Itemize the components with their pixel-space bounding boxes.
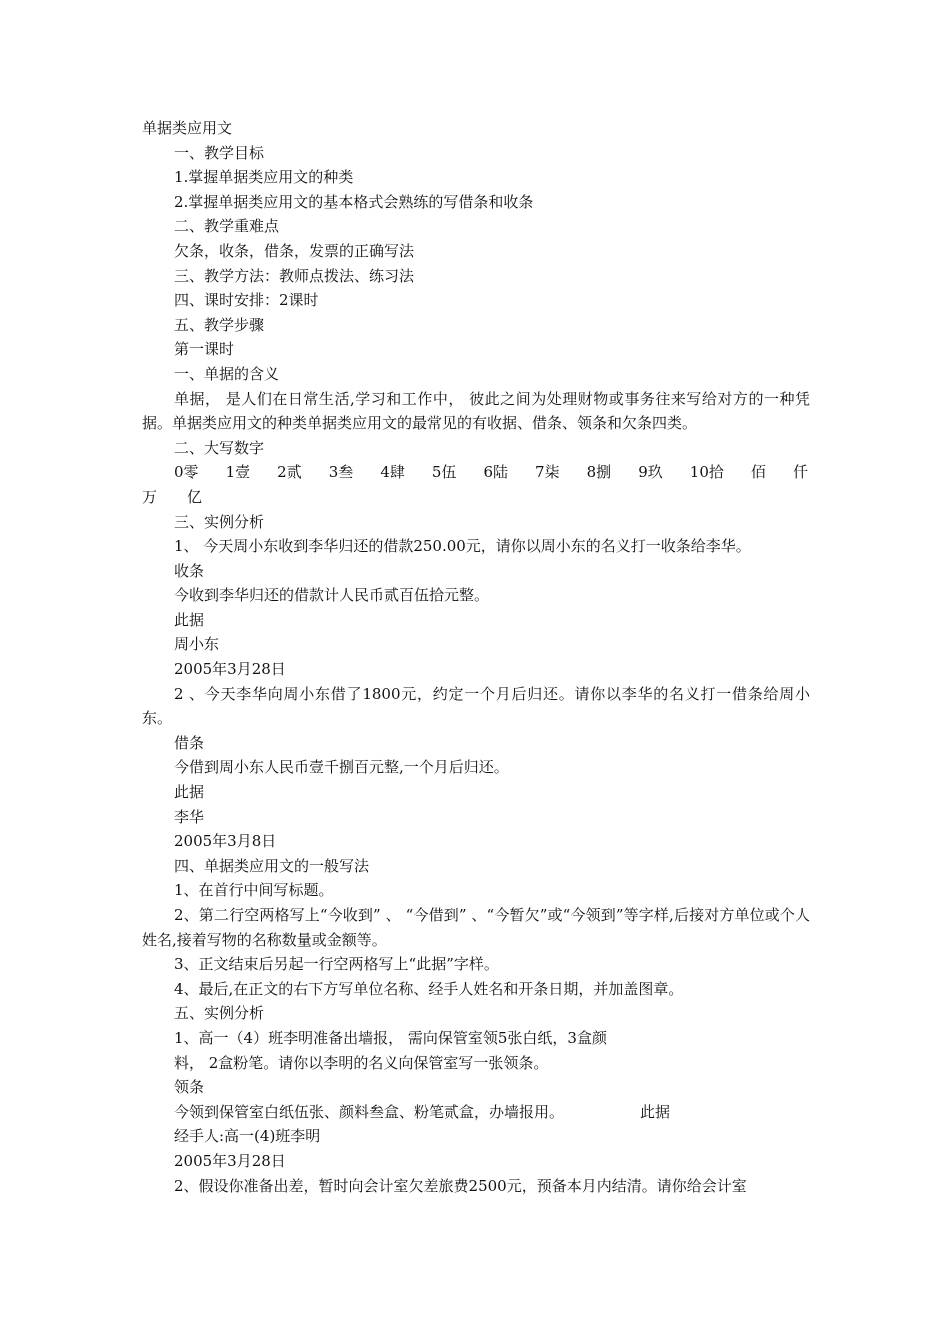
list-item: 3、正文结束后另起一行空两格写上“此据”字样。	[174, 955, 499, 974]
receipt-closing: 此据	[174, 783, 205, 802]
receipt-body-row	[142, 1100, 810, 1125]
receipt-title: 收条	[174, 561, 205, 580]
numeral-item: 9玖	[638, 463, 663, 482]
exercise-question: 2、假设你准备出差，暂时向会计室欠差旅费2500元，预备本月内结清。请你给会计室	[174, 1176, 747, 1195]
numeral-item: 亿	[187, 487, 203, 506]
receipt-signer: 周小东	[174, 635, 220, 654]
section-heading: 三、教学方法：教师点拨法、练习法	[174, 266, 415, 285]
document-page	[142, 116, 810, 1198]
section-heading: 五、教学步骤	[174, 315, 265, 334]
receipt-date: 2005年3月28日	[174, 1151, 286, 1170]
list-item: 1、在首行中间写标题。	[174, 881, 334, 900]
list-item: 2.掌握单据类应用文的基本格式会熟练的写借条和收条	[174, 192, 534, 211]
spacer	[564, 1100, 640, 1125]
numeral-item: 7柒	[535, 463, 560, 482]
list-item: 4、最后,在正文的右下方写单位名称、经手人姓名和开条日期，并加盖图章。	[174, 979, 684, 998]
numeral-item: 3叁	[328, 463, 354, 482]
numeral-item: 6陆	[483, 463, 509, 482]
exercise-question: 2 、今天李华向周小东借了1800元，约定一个月后归还。请你以李华的名义打一借条给周小东。	[142, 684, 810, 728]
list-item: 2、第二行空两格写上“今收到” 、 “今借到” 、“今暂欠”或“今领到”等字样,后接对方单位或个人姓名,接着写物的名称数量或金额等。	[142, 906, 810, 949]
section-heading: 四、单据类应用文的一般写法	[174, 856, 370, 875]
list-item: 1.掌握单据类应用文的种类	[174, 168, 354, 187]
receipt-date: 2005年3月8日	[174, 832, 277, 851]
numeral-item: 2贰	[277, 463, 302, 482]
section-heading: 一、教学目标	[174, 143, 265, 162]
section-heading: 一、单据的含义	[174, 364, 280, 383]
receipt-closing: 此据	[174, 610, 205, 629]
numeral-item: 0零	[174, 463, 199, 482]
receipt-title: 领条	[174, 1078, 205, 1097]
numeral-item: 佰	[750, 463, 766, 482]
receipt-signer: 李华	[174, 807, 205, 826]
numeral-item: 5伍	[431, 463, 457, 482]
exercise-question: 1、高一（4）班李明准备出墙报， 需向保管室领5张白纸，3盒颜	[174, 1028, 607, 1047]
paragraph: 欠条，收条，借条，发票的正确写法	[174, 241, 415, 260]
receipt-body: 今收到李华归还的借款计人民币贰百伍拾元整。	[174, 586, 490, 605]
numeral-item: 万	[142, 487, 158, 506]
section-heading: 二、大写数字	[174, 438, 265, 457]
receipt-title: 借条	[174, 733, 205, 752]
receipt-body: 今借到周小东人民币壹千捌百元整,一个月后归还。	[174, 758, 509, 777]
numeral-item: 仟	[792, 463, 808, 482]
receipt-closing: 此据	[640, 1102, 671, 1121]
document-title: 单据类应用文	[142, 119, 233, 137]
section-heading: 二、教学重难点	[174, 217, 280, 236]
section-heading: 五、实例分析	[174, 1004, 265, 1023]
exercise-question: 料， 2盒粉笔。请你以李明的名义向保管室写一张领条。	[174, 1053, 549, 1072]
numeral-item: 10拾	[689, 463, 724, 482]
section-heading: 四、课时安排：2课时	[174, 291, 319, 310]
lesson-heading: 第一课时	[174, 340, 235, 359]
numeral-item: 1壹	[225, 463, 251, 482]
numeral-list	[142, 485, 810, 510]
receipt-body: 今领到保管室白纸伍张、颜料叁盒、粉笔贰盒，办墙报用。	[174, 1102, 565, 1121]
receipt-date: 2005年3月28日	[174, 660, 286, 679]
paragraph: 单据， 是人们在日常生活,学习和工作中， 彼此之间为处理财物或事务往来写给对方的一种凭据。单据类应用文的种类单据类应用文的最常见的有收据、借条、领条和欠条四类。	[142, 389, 810, 433]
receipt-signer: 经手人:高一(4)班李明	[174, 1127, 321, 1146]
numeral-item: 4肆	[380, 463, 405, 482]
numeral-list	[142, 460, 810, 485]
section-heading: 三、实例分析	[174, 512, 265, 531]
numeral-item: 8捌	[586, 463, 612, 482]
exercise-question: 1、 今天周小东收到李华归还的借款250.00元，请你以周小东的名义打一收条给李华。	[174, 537, 751, 556]
